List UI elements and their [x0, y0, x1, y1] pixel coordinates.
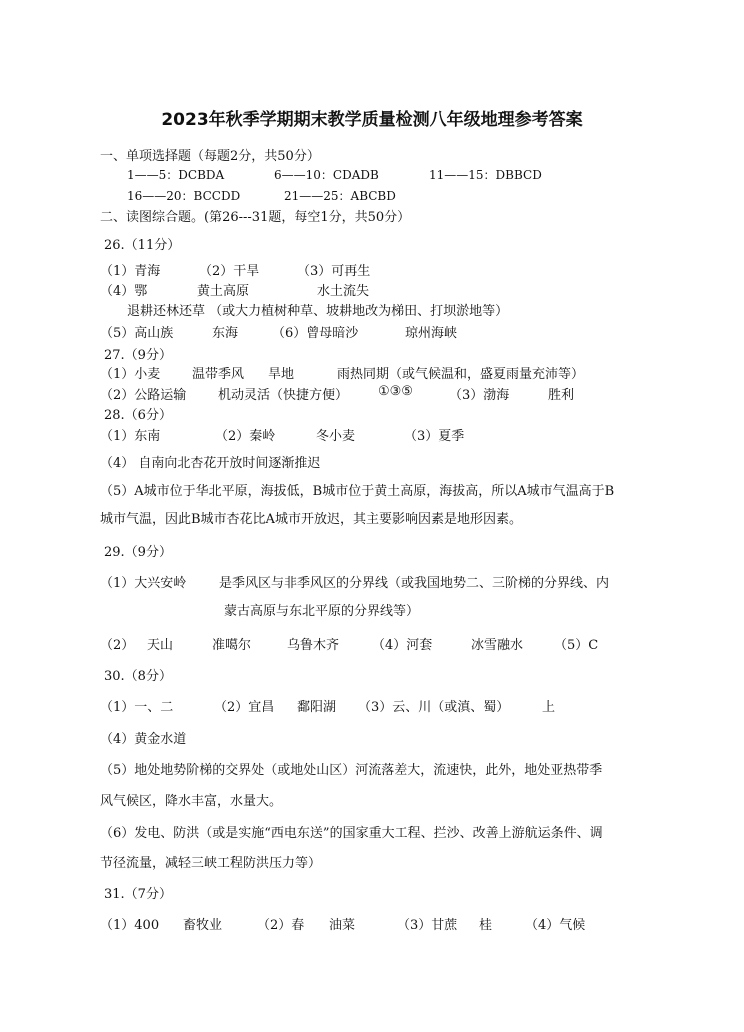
answer-range: 16——20：BCCDD — [127, 189, 241, 203]
question-heading: 30.（8分） — [104, 669, 172, 684]
answer-range: 1——5：DCBDA — [127, 168, 225, 182]
answer-text: 机动灵活（快捷方便） — [218, 388, 349, 403]
answer-text: （6）曾母暗沙 — [272, 326, 359, 341]
answer-text: 城市气温，因此B城市杏花比A城市开放迟，其主要影响因素是地形因素。 — [100, 512, 522, 527]
answer-text: （1）东南 — [100, 429, 161, 444]
answer-text: （1）小麦 — [100, 367, 161, 382]
answer-text: （3）夏季 — [404, 429, 465, 444]
answer-range: 11——15：DBBCD — [429, 168, 542, 182]
answer-text: （1）400 — [100, 918, 160, 933]
question-heading: 31.（7分） — [104, 887, 172, 902]
question-heading: 26.（11分） — [104, 238, 181, 253]
answer-text: （2）宜昌 — [214, 700, 275, 715]
question-heading: 28.（6分） — [104, 408, 172, 423]
question-heading: 27.（9分） — [104, 348, 172, 363]
answer-text: 风气候区，降水丰富，水量大。 — [100, 794, 283, 809]
answer-text: 油菜 — [329, 918, 356, 933]
answer-text: 黄土高原 — [197, 284, 250, 299]
answer-text: 温带季风 — [192, 367, 245, 382]
answer-text: （2）秦岭 — [215, 429, 276, 444]
answer-text: （4）黄金水道 — [100, 732, 187, 747]
answer-text: （3）可再生 — [297, 264, 371, 279]
answer-text: 雨热同期（或气候温和，盛夏雨量充沛等） — [337, 367, 585, 382]
answer-text: （2） — [100, 638, 135, 653]
answer-text: 冰雪融水 — [471, 638, 524, 653]
answer-range: 21——25：ABCBD — [284, 189, 396, 203]
answer-text: （1）大兴安岭 — [100, 576, 187, 591]
answer-text: （5）地处地势阶梯的交界处（或地处山区）河流落差大，流速快，此外，地处亚热带季 — [100, 763, 603, 778]
question-heading: 29.（9分） — [104, 545, 172, 560]
answer-text: （5）C — [554, 638, 599, 653]
answer-text: （5）高山族 — [100, 326, 174, 341]
answer-text: 冬小麦 — [316, 429, 356, 444]
answer-text: 上 — [542, 700, 556, 715]
answer-text: 节径流量，减轻三峡工程防洪压力等） — [100, 856, 322, 871]
answer-text: 准噶尔 — [212, 638, 252, 653]
answer-text: （2）春 — [257, 918, 305, 933]
answer-text: 是季风区与非季风区的分界线（或我国地势二、三阶梯的分界线、内 — [219, 576, 610, 591]
answer-text: 鄱阳湖 — [297, 700, 337, 715]
answer-text: （1）一、二 — [100, 700, 174, 715]
page-title: 2023年秋季学期期末教学质量检测八年级地理参考答案 — [161, 110, 583, 130]
answer-text: （5）A城市位于华北平原，海拔低，B城市位于黄土高原，海拔高，所以A城市气温高于B — [100, 484, 615, 499]
section-heading-choice: 一、单项选择题（每题2分，共50分） — [100, 149, 320, 164]
answer-text: ①③⑤ — [378, 384, 413, 399]
answer-text: 水土流失 — [317, 284, 370, 299]
answer-text: 桂 — [479, 918, 493, 933]
answer-text: 胜利 — [548, 388, 575, 403]
answer-text: （6）发电、防洪（或是实施“西电东送”的国家重大工程、拦沙、改善上游航运条件、调 — [100, 826, 603, 841]
section-heading-composite: 二、读图综合题。(第26---31题，每空1分，共50分） — [100, 210, 411, 225]
answer-text: 东海 — [212, 326, 239, 341]
answer-text: 乌鲁木齐 — [287, 638, 340, 653]
answer-text: （4）气候 — [525, 918, 586, 933]
answer-text: 天山 — [147, 638, 174, 653]
answer-text: 蒙古高原与东北平原的分界线等） — [224, 604, 420, 619]
answer-text: （4）河套 — [372, 638, 433, 653]
answer-text: （3）云、川（或滇、蜀） — [358, 700, 510, 715]
answer-text: （2）公路运输 — [100, 388, 187, 403]
answer-text: （4） 自南向北杏花开放时间逐渐推迟 — [100, 456, 321, 471]
answer-range: 6——10：CDADB — [274, 168, 379, 182]
answer-text: （3）甘蔗 — [397, 918, 458, 933]
answer-text: （4）鄂 — [100, 284, 148, 299]
answer-text: （3）渤海 — [449, 388, 510, 403]
answer-text: （1）青海 — [100, 264, 161, 279]
answer-text: 旱地 — [268, 367, 295, 382]
answer-text: （2）干旱 — [199, 264, 260, 279]
answer-text: 琼州海峡 — [405, 326, 458, 341]
answer-text: 畜牧业 — [183, 918, 223, 933]
answer-text: 退耕还林还草 （或大力植树种草、坡耕地改为梯田、打坝淤地等） — [127, 304, 509, 319]
